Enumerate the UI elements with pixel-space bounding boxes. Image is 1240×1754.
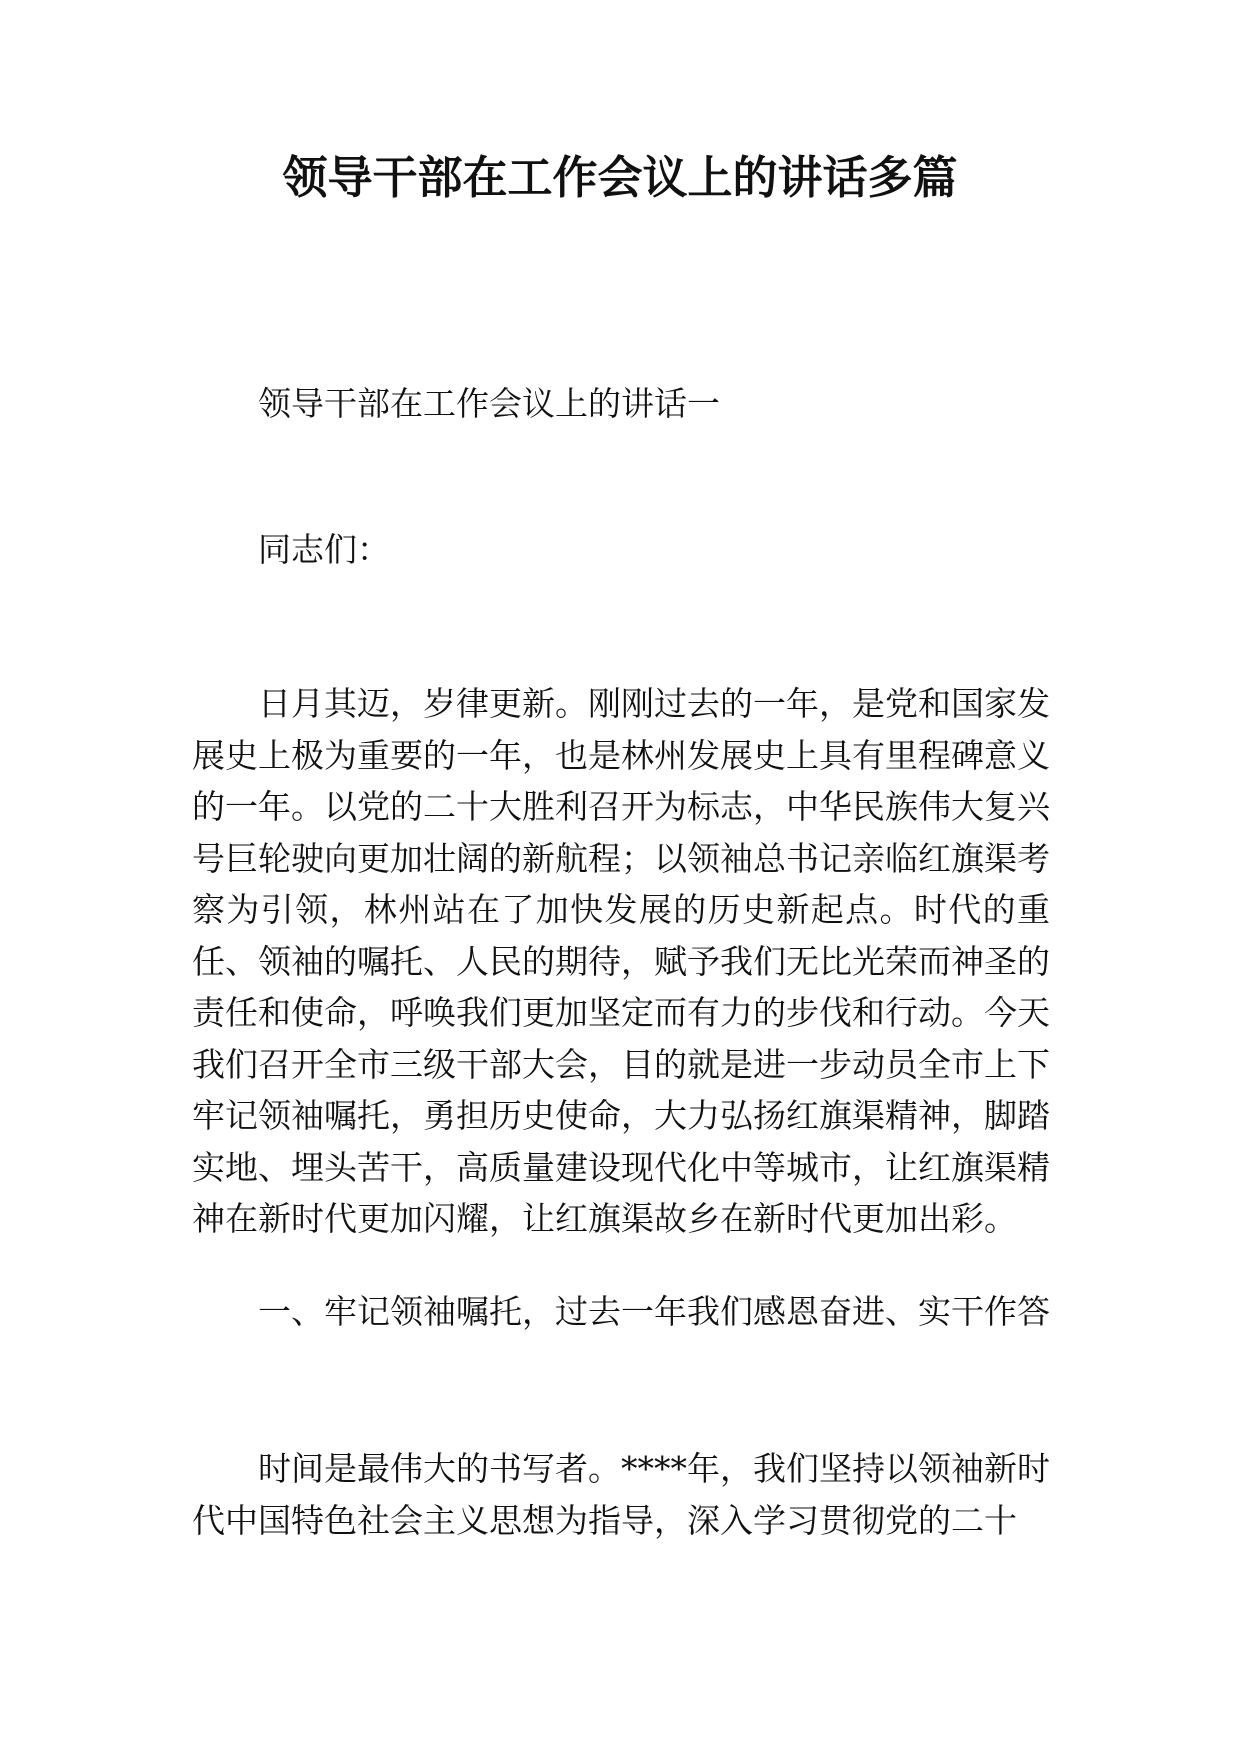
paragraph-1: 日月其迈，岁律更新。刚刚过去的一年，是党和国家发展史上极为重要的一年，也是林州发展史上具有里程碑意义的一年。以党的二十大胜利召开为标志，中华民族伟大复兴号巨轮驶向更加壮阔的新航程；以领袖总书记亲临红旗渠考察为引领，林州站在了加快发展的历史新起点。时代的重任、领袖的嘱托、人民的期待，赋予我们无比光荣而神圣的责任和使命，呼唤我们更加坚定而有力的步伐和行动。今天我们召开全市三级干部大会，目的就是进一步动员全市上下牢记领袖嘱托，勇担历史使命，大力弘扬红旗渠精神，脚踏实地、埋头苦干，高质量建设现代化中等城市，让红旗渠精神在新时代更加闪耀，让红旗渠故乡在新时代更加出彩。 <box>192 684 1050 1238</box>
subheading-1: 一、牢记领袖嘱托，过去一年我们感恩奋进、实干作答 <box>258 1292 1050 1331</box>
paragraph-2: 时间是最伟大的书写者。****年，我们坚持以领袖新时代中国特色社会主义思想为指导，深入学习贯彻党的二十 <box>192 1449 1050 1540</box>
section-heading: 领导干部在工作会议上的讲话一 <box>258 384 720 423</box>
document-title: 领导干部在工作会议上的讲话多篇 <box>282 151 958 204</box>
salutation: 同志们： <box>258 530 390 569</box>
